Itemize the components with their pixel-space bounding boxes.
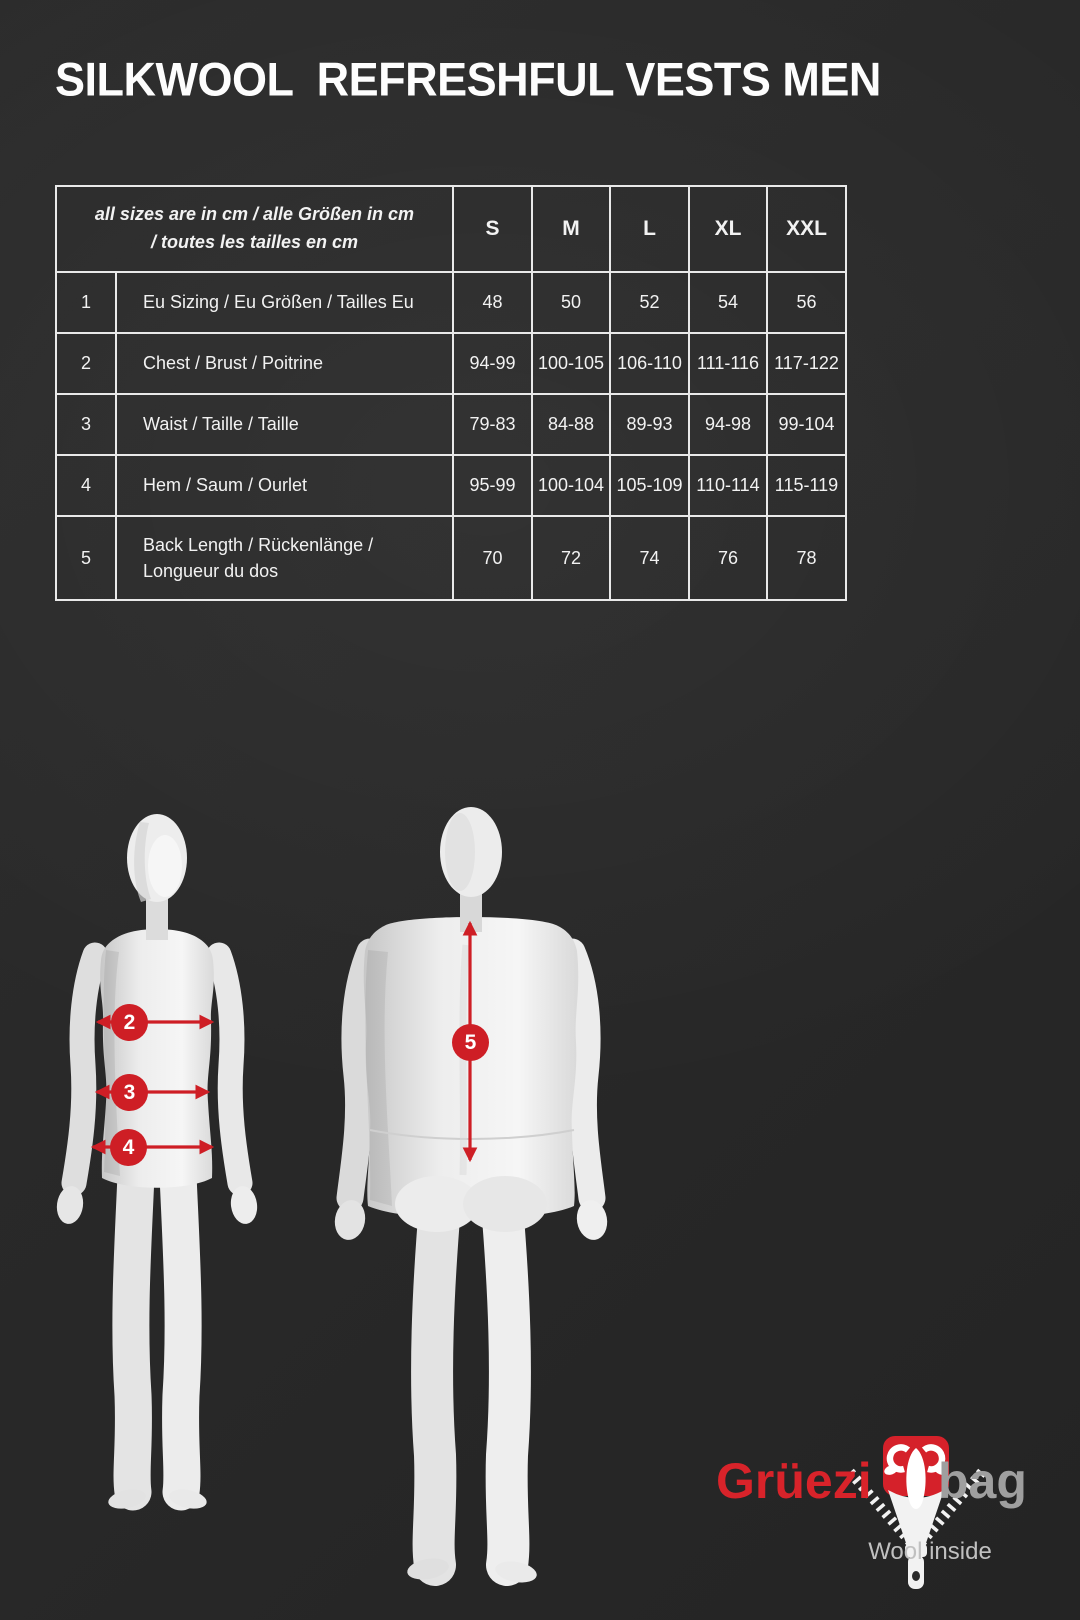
cell-value: 79-83 [453, 394, 532, 455]
row-number: 3 [56, 394, 116, 455]
brand-name-gray: bag [938, 1453, 1027, 1509]
cell-value: 110-114 [689, 455, 767, 516]
cell-value: 99-104 [767, 394, 846, 455]
brand-logo [700, 1390, 1070, 1600]
cell-value: 48 [453, 272, 532, 333]
mannequin-diagram [0, 770, 660, 1620]
cell-value: 72 [532, 516, 610, 600]
cell-value: 94-99 [453, 333, 532, 394]
table-row [56, 394, 846, 455]
table-row [56, 333, 846, 394]
size-column-xl: XL [689, 186, 767, 272]
size-column-m: M [532, 186, 610, 272]
cell-value: 115-119 [767, 455, 846, 516]
row-label: Eu Sizing / Eu Größen / Tailles Eu [116, 272, 453, 333]
size-table [55, 185, 847, 601]
size-column-s: S [453, 186, 532, 272]
back-length-marker: 5 [452, 1024, 489, 1061]
cell-value: 56 [767, 272, 846, 333]
cell-value: 84-88 [532, 394, 610, 455]
row-number: 2 [56, 333, 116, 394]
row-number: 1 [56, 272, 116, 333]
chest-marker: 2 [111, 1004, 148, 1041]
cell-value: 94-98 [689, 394, 767, 455]
cell-value: 100-105 [532, 333, 610, 394]
page-title: SILKWOOL REFRESHFUL VESTS MEN [55, 52, 881, 107]
cell-value: 52 [610, 272, 689, 333]
table-row [56, 455, 846, 516]
cell-value: 106-110 [610, 333, 689, 394]
cell-value: 89-93 [610, 394, 689, 455]
hem-marker: 4 [110, 1129, 147, 1166]
cell-value: 100-104 [532, 455, 610, 516]
cell-value: 111-116 [689, 333, 767, 394]
size-column-l: L [610, 186, 689, 272]
table-header-row [56, 186, 846, 272]
cell-value: 117-122 [767, 333, 846, 394]
row-label: Hem / Saum / Ourlet [116, 455, 453, 516]
waist-marker: 3 [111, 1074, 148, 1111]
units-note: all sizes are in cm / alle Größen in cm / toutes les tailles en cm [56, 186, 453, 272]
cell-value: 50 [532, 272, 610, 333]
front-mannequin [54, 814, 259, 1512]
row-label: Chest / Brust / Poitrine [116, 333, 453, 394]
table-row [56, 272, 846, 333]
row-number: 5 [56, 516, 116, 600]
cell-value: 74 [610, 516, 689, 600]
cell-value: 76 [689, 516, 767, 600]
brand-tagline: Wool inside [868, 1538, 992, 1565]
table-row [56, 516, 846, 600]
brand-name-red: Grüezi [716, 1453, 872, 1509]
cell-value: 105-109 [610, 455, 689, 516]
cell-value: 95-99 [453, 455, 532, 516]
size-column-xxl: XXL [767, 186, 846, 272]
row-number: 4 [56, 455, 116, 516]
row-label: Waist / Taille / Taille [116, 394, 453, 455]
row-label: Back Length / Rückenlänge / Longueur du dos [116, 516, 453, 600]
cell-value: 70 [453, 516, 532, 600]
cell-value: 78 [767, 516, 846, 600]
cell-value: 54 [689, 272, 767, 333]
